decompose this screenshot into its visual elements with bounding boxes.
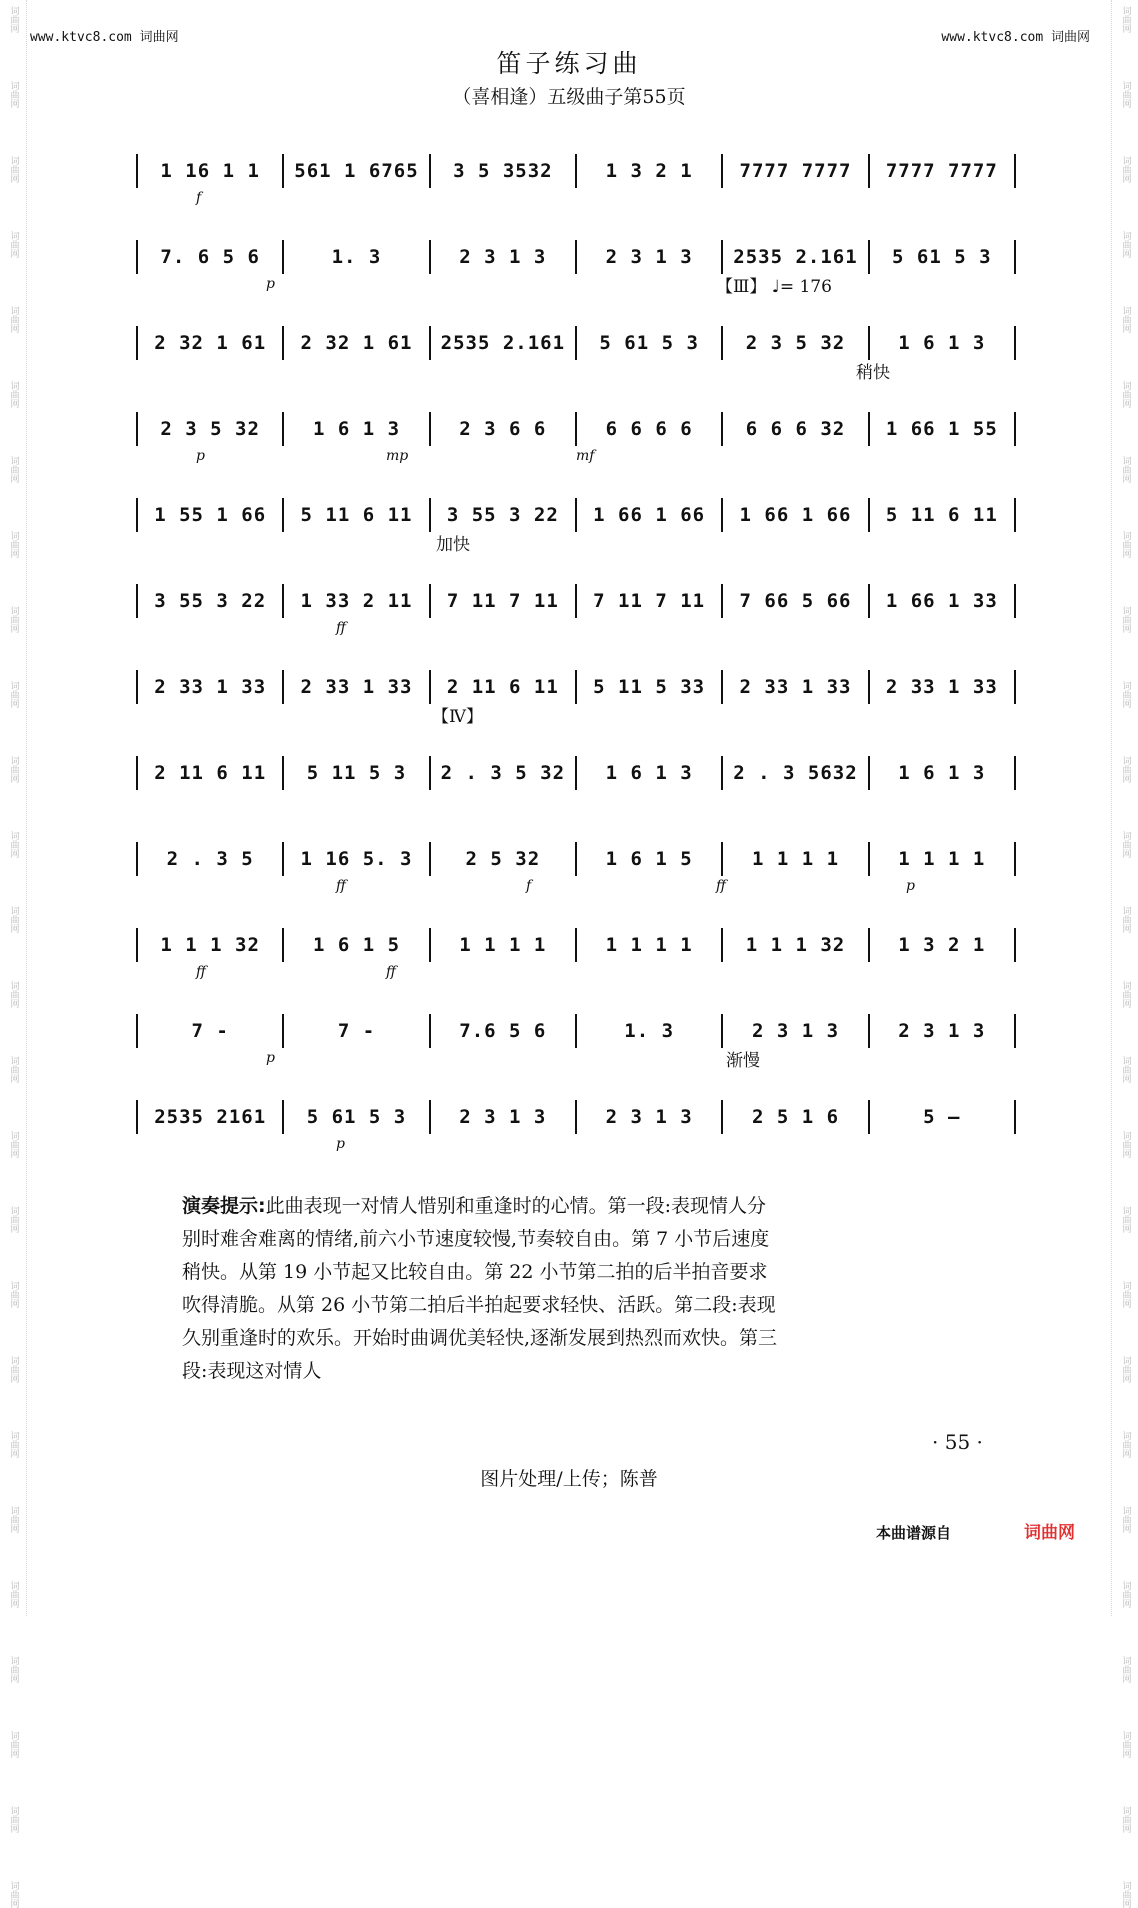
watermark-label: 词曲网 — [1120, 831, 1131, 858]
watermark-label: 词曲网 — [8, 1206, 19, 1233]
watermark-label: 词曲网 — [8, 1581, 19, 1608]
measure: 2 3 1 3 — [723, 1014, 869, 1048]
measure: 2 3 1 3 — [431, 240, 577, 274]
dynamic-marking: f — [526, 878, 532, 894]
watermark-label: 词曲网 — [8, 831, 19, 858]
watermark-label: 词曲网 — [8, 1806, 19, 1833]
measure: 2535 2.161 — [431, 326, 577, 360]
measure: 1 1 1 32 — [723, 928, 869, 962]
watermark-text — [8, 1206, 19, 1233]
measure: 7.6 5 6 — [431, 1014, 577, 1048]
watermark-label: 词曲网 — [8, 156, 19, 183]
measure: 1 66 1 66 — [723, 498, 869, 532]
measure: 7777 7777 — [723, 154, 869, 188]
dynamic-marking: p — [336, 1136, 345, 1152]
watermark-label: 词曲网 — [8, 1056, 19, 1083]
watermark-label: 词曲网 — [8, 1656, 19, 1683]
watermark-text — [8, 306, 19, 333]
measure-group — [136, 154, 1016, 188]
section-mark: 稍快 — [856, 363, 890, 383]
watermark-label: 词曲网 — [1120, 906, 1131, 933]
measure: 1. 3 — [577, 1014, 723, 1048]
measure: 2 11 6 11 — [138, 756, 284, 790]
watermark-label: 词曲网 — [8, 981, 19, 1008]
footer-source-label: 本曲谱源自 — [876, 1524, 952, 1542]
watermark-text — [1120, 306, 1131, 333]
measure: 3 5 3532 — [431, 154, 577, 188]
watermark-label: 词曲网 — [8, 531, 19, 558]
measure: 2535 2.161 — [723, 240, 869, 274]
watermark-text — [8, 681, 19, 708]
watermark-text — [1120, 1881, 1131, 1908]
measure: 6 6 6 6 — [577, 412, 723, 446]
watermark-label: 词曲网 — [1120, 306, 1131, 333]
measure: 2 3 1 3 — [870, 1014, 1016, 1048]
watermark-text — [1120, 1056, 1131, 1083]
watermark-text — [1120, 1506, 1131, 1533]
watermark-label: 词曲网 — [8, 1281, 19, 1308]
measure: 7 66 5 66 — [723, 584, 869, 618]
watermark-text — [1120, 1131, 1131, 1158]
measure: 2 3 5 32 — [138, 412, 284, 446]
measure: 7 11 7 11 — [431, 584, 577, 618]
watermark-text — [8, 1281, 19, 1308]
measure: 3 55 3 22 — [138, 584, 284, 618]
watermark-text — [8, 1806, 19, 1833]
upload-credit: 图片处理/上传；陈普 — [480, 1468, 658, 1490]
watermark-text — [8, 981, 19, 1008]
watermark-label: 词曲网 — [1120, 456, 1131, 483]
measure: 2 33 1 33 — [284, 670, 430, 704]
site-url-right[interactable]: www.ktvc8.com 词曲网 — [941, 30, 1090, 45]
dynamic-marking: ff — [336, 620, 346, 636]
watermark-text — [8, 456, 19, 483]
dynamic-marking: ff — [716, 878, 726, 894]
watermark-text — [1120, 981, 1131, 1008]
watermark-text — [8, 1056, 19, 1083]
watermark-label: 词曲网 — [1120, 156, 1131, 183]
watermark-label: 词曲网 — [8, 1131, 19, 1158]
page-number: · 55 · — [932, 1430, 983, 1454]
dynamic-marking: f — [196, 190, 202, 206]
watermark-text — [1120, 231, 1131, 258]
watermark-text — [1120, 1656, 1131, 1683]
section-mark: 【Ⅳ】 — [432, 707, 483, 727]
right-watermark-strip — [1111, 0, 1138, 1908]
measure-group — [136, 240, 1016, 274]
section-mark: 加快 — [436, 535, 470, 555]
watermark-label: 词曲网 — [1120, 81, 1131, 108]
measure-group — [136, 1014, 1016, 1048]
watermark-label: 词曲网 — [1120, 531, 1131, 558]
measure: 5 11 6 11 — [284, 498, 430, 532]
measure: 2 33 1 33 — [870, 670, 1016, 704]
dynamic-marking: p — [266, 276, 275, 292]
watermark-text — [1120, 831, 1131, 858]
watermark-label: 词曲网 — [1120, 1806, 1131, 1833]
measure: 5 61 5 3 — [577, 326, 723, 360]
score-line — [136, 214, 1016, 274]
watermark-text — [1120, 156, 1131, 183]
measure: 1 6 1 3 — [870, 756, 1016, 790]
performance-notes — [182, 1190, 782, 1388]
watermark-text — [1120, 381, 1131, 408]
watermark-text — [1120, 1281, 1131, 1308]
measure: 7 11 7 11 — [577, 584, 723, 618]
score-line — [136, 386, 1016, 446]
measure-group — [136, 756, 1016, 790]
measure: 7 - — [284, 1014, 430, 1048]
measure: 2 5 32 — [431, 842, 577, 876]
watermark-label: 词曲网 — [1120, 1281, 1131, 1308]
watermark-label: 词曲网 — [1120, 1881, 1131, 1908]
measure: 2 32 1 61 — [284, 326, 430, 360]
watermark-text — [1120, 1206, 1131, 1233]
watermark-text — [1120, 1431, 1131, 1458]
watermark-label: 词曲网 — [8, 906, 19, 933]
measure: 1 16 5. 3 — [284, 842, 430, 876]
watermark-label: 词曲网 — [1120, 381, 1131, 408]
watermark-text — [8, 531, 19, 558]
watermark-text — [8, 156, 19, 183]
page-subtitle: （喜相逢）五级曲子第55页 — [452, 86, 686, 108]
measure: 5 11 5 3 — [284, 756, 430, 790]
measure: 5 11 5 33 — [577, 670, 723, 704]
watermark-text — [8, 831, 19, 858]
watermark-label: 词曲网 — [1120, 1431, 1131, 1458]
measure: 1 66 1 33 — [870, 584, 1016, 618]
measure: 1 1 1 1 — [870, 842, 1016, 876]
watermark-text — [1120, 1356, 1131, 1383]
dynamic-marking: mf — [576, 448, 595, 464]
watermark-text — [1120, 756, 1131, 783]
score-line — [136, 644, 1016, 704]
measure: 1 6 1 3 — [284, 412, 430, 446]
score-line — [136, 902, 1016, 962]
watermark-text — [1120, 456, 1131, 483]
watermark-text — [1120, 906, 1131, 933]
dynamic-marking: ff — [196, 964, 206, 980]
measure: 1 1 1 1 — [577, 928, 723, 962]
watermark-label: 词曲网 — [8, 756, 19, 783]
measure: 1 1 1 32 — [138, 928, 284, 962]
measure: 1 55 1 66 — [138, 498, 284, 532]
footer-site-logo[interactable]: 词曲网 — [1024, 1523, 1075, 1543]
measure: 1 6 1 3 — [870, 326, 1016, 360]
measure-group — [136, 412, 1016, 446]
measure: 5 – — [870, 1100, 1016, 1134]
measure: 561 1 6765 — [284, 154, 430, 188]
score-line — [136, 558, 1016, 618]
watermark-text — [1120, 1806, 1131, 1833]
watermark-label: 词曲网 — [1120, 756, 1131, 783]
measure: 2 33 1 33 — [723, 670, 869, 704]
watermark-text — [8, 1581, 19, 1608]
watermark-text — [8, 1431, 19, 1458]
dynamic-marking: ff — [386, 964, 396, 980]
watermark-label: 词曲网 — [8, 81, 19, 108]
watermark-text — [1120, 606, 1131, 633]
measure: 1 3 2 1 — [577, 154, 723, 188]
measure: 2 . 3 5 — [138, 842, 284, 876]
measure: 5 61 5 3 — [284, 1100, 430, 1134]
watermark-text — [8, 1881, 19, 1908]
watermark-label: 词曲网 — [8, 681, 19, 708]
score-line — [136, 472, 1016, 532]
measure: 2535 2161 — [138, 1100, 284, 1134]
measure: 2 . 3 5 32 — [431, 756, 577, 790]
measure: 1 16 1 1 — [138, 154, 284, 188]
measure: 1 3 2 1 — [870, 928, 1016, 962]
page-title: 笛子练习曲 — [496, 49, 642, 78]
watermark-text — [8, 1656, 19, 1683]
left-watermark-strip — [0, 0, 27, 1908]
measure: 2 5 1 6 — [723, 1100, 869, 1134]
measure: 2 3 6 6 — [431, 412, 577, 446]
watermark-label: 词曲网 — [1120, 606, 1131, 633]
measure: 2 33 1 33 — [138, 670, 284, 704]
measure: 1 66 1 66 — [577, 498, 723, 532]
dynamic-marking: ff — [336, 878, 346, 894]
measure: 2 11 6 11 — [431, 670, 577, 704]
measure: 1 6 1 5 — [577, 842, 723, 876]
dynamic-marking: mp — [386, 448, 409, 464]
measure: 5 11 6 11 — [870, 498, 1016, 532]
watermark-text — [8, 6, 19, 33]
watermark-label: 词曲网 — [1120, 1356, 1131, 1383]
watermark-label: 词曲网 — [1120, 1581, 1131, 1608]
measure: 2 . 3 5632 — [723, 756, 869, 790]
measure: 2 3 1 3 — [577, 240, 723, 274]
watermark-text — [1120, 681, 1131, 708]
score-line — [136, 816, 1016, 876]
measure: 1 1 1 1 — [431, 928, 577, 962]
watermark-text — [1120, 531, 1131, 558]
measure: 2 3 1 3 — [431, 1100, 577, 1134]
section-mark: 渐慢 — [726, 1051, 760, 1071]
watermark-text — [8, 906, 19, 933]
watermark-text — [8, 756, 19, 783]
dynamic-marking: p — [266, 1050, 275, 1066]
watermark-label: 词曲网 — [1120, 1206, 1131, 1233]
watermark-text — [8, 231, 19, 258]
watermark-label: 词曲网 — [1120, 981, 1131, 1008]
measure: 1 33 2 11 — [284, 584, 430, 618]
watermark-label: 词曲网 — [8, 1356, 19, 1383]
measure-group — [136, 584, 1016, 618]
measure: 7. 6 5 6 — [138, 240, 284, 274]
measure-group — [136, 928, 1016, 962]
watermark-label: 词曲网 — [8, 1431, 19, 1458]
measure: 1 6 1 5 — [284, 928, 430, 962]
watermark-label: 词曲网 — [8, 606, 19, 633]
measure: 1 6 1 3 — [577, 756, 723, 790]
measure-group — [136, 670, 1016, 704]
score-line — [136, 128, 1016, 188]
measure: 1. 3 — [284, 240, 430, 274]
measure: 1 66 1 55 — [870, 412, 1016, 446]
watermark-label: 词曲网 — [8, 1506, 19, 1533]
measure: 3 55 3 22 — [431, 498, 577, 532]
watermark-label: 词曲网 — [1120, 1131, 1131, 1158]
measure: 2 3 1 3 — [577, 1100, 723, 1134]
score-line — [136, 1074, 1016, 1134]
score-line — [136, 730, 1016, 790]
measure: 2 32 1 61 — [138, 326, 284, 360]
measure: 5 61 5 3 — [870, 240, 1016, 274]
watermark-label: 词曲网 — [1120, 6, 1131, 33]
watermark-label: 词曲网 — [8, 456, 19, 483]
watermark-text — [8, 1356, 19, 1383]
measure-group — [136, 498, 1016, 532]
watermark-label: 词曲网 — [8, 306, 19, 333]
watermark-label: 词曲网 — [1120, 1656, 1131, 1683]
watermark-label: 词曲网 — [8, 1731, 19, 1758]
section-mark: 【Ⅲ】 ♩= 176 — [716, 277, 832, 297]
measure: 1 1 1 1 — [723, 842, 869, 876]
measure: 2 3 5 32 — [723, 326, 869, 360]
notes-label: 演奏提示: — [182, 1195, 266, 1217]
watermark-text — [8, 1506, 19, 1533]
watermark-text — [1120, 6, 1131, 33]
watermark-label: 词曲网 — [8, 231, 19, 258]
measure-group — [136, 326, 1016, 360]
dynamic-marking: p — [906, 878, 915, 894]
notes-text: 此曲表现一对情人惜别和重逢时的心情。第一段:表现情人分别时难舍难离的情绪,前六小节速度较慢,节奏较自由。第 7 小节后速度稍快。从第 19 小节起又比较自由。第 22 小节第二拍的后半拍音要求吹得清脆。从第 26 小节第二拍后半拍起要求轻快、活跃。第二段:表现久别重逢时的欢乐。开始时曲调优美轻快,逐渐发展到热烈而欢快。第三段:表现这对情人 — [182, 1195, 778, 1382]
dynamic-marking: p — [196, 448, 205, 464]
watermark-label: 词曲网 — [1120, 1506, 1131, 1533]
watermark-label: 词曲网 — [1120, 1731, 1131, 1758]
watermark-text — [8, 381, 19, 408]
watermark-label: 词曲网 — [1120, 681, 1131, 708]
watermark-text — [8, 1731, 19, 1758]
watermark-label: 词曲网 — [8, 1881, 19, 1908]
watermark-text — [8, 1131, 19, 1158]
watermark-label: 词曲网 — [8, 381, 19, 408]
watermark-label: 词曲网 — [8, 6, 19, 33]
measure-group — [136, 842, 1016, 876]
site-url-left[interactable]: www.ktvc8.com 词曲网 — [30, 30, 179, 45]
watermark-text — [1120, 1581, 1131, 1608]
measure-group — [136, 1100, 1016, 1134]
watermark-label: 词曲网 — [1120, 1056, 1131, 1083]
score-line — [136, 988, 1016, 1048]
watermark-text — [8, 606, 19, 633]
watermark-text — [1120, 1731, 1131, 1758]
measure: 6 6 6 32 — [723, 412, 869, 446]
measure: 7 - — [138, 1014, 284, 1048]
watermark-label: 词曲网 — [1120, 231, 1131, 258]
measure: 7777 7777 — [870, 154, 1016, 188]
score-line — [136, 300, 1016, 360]
